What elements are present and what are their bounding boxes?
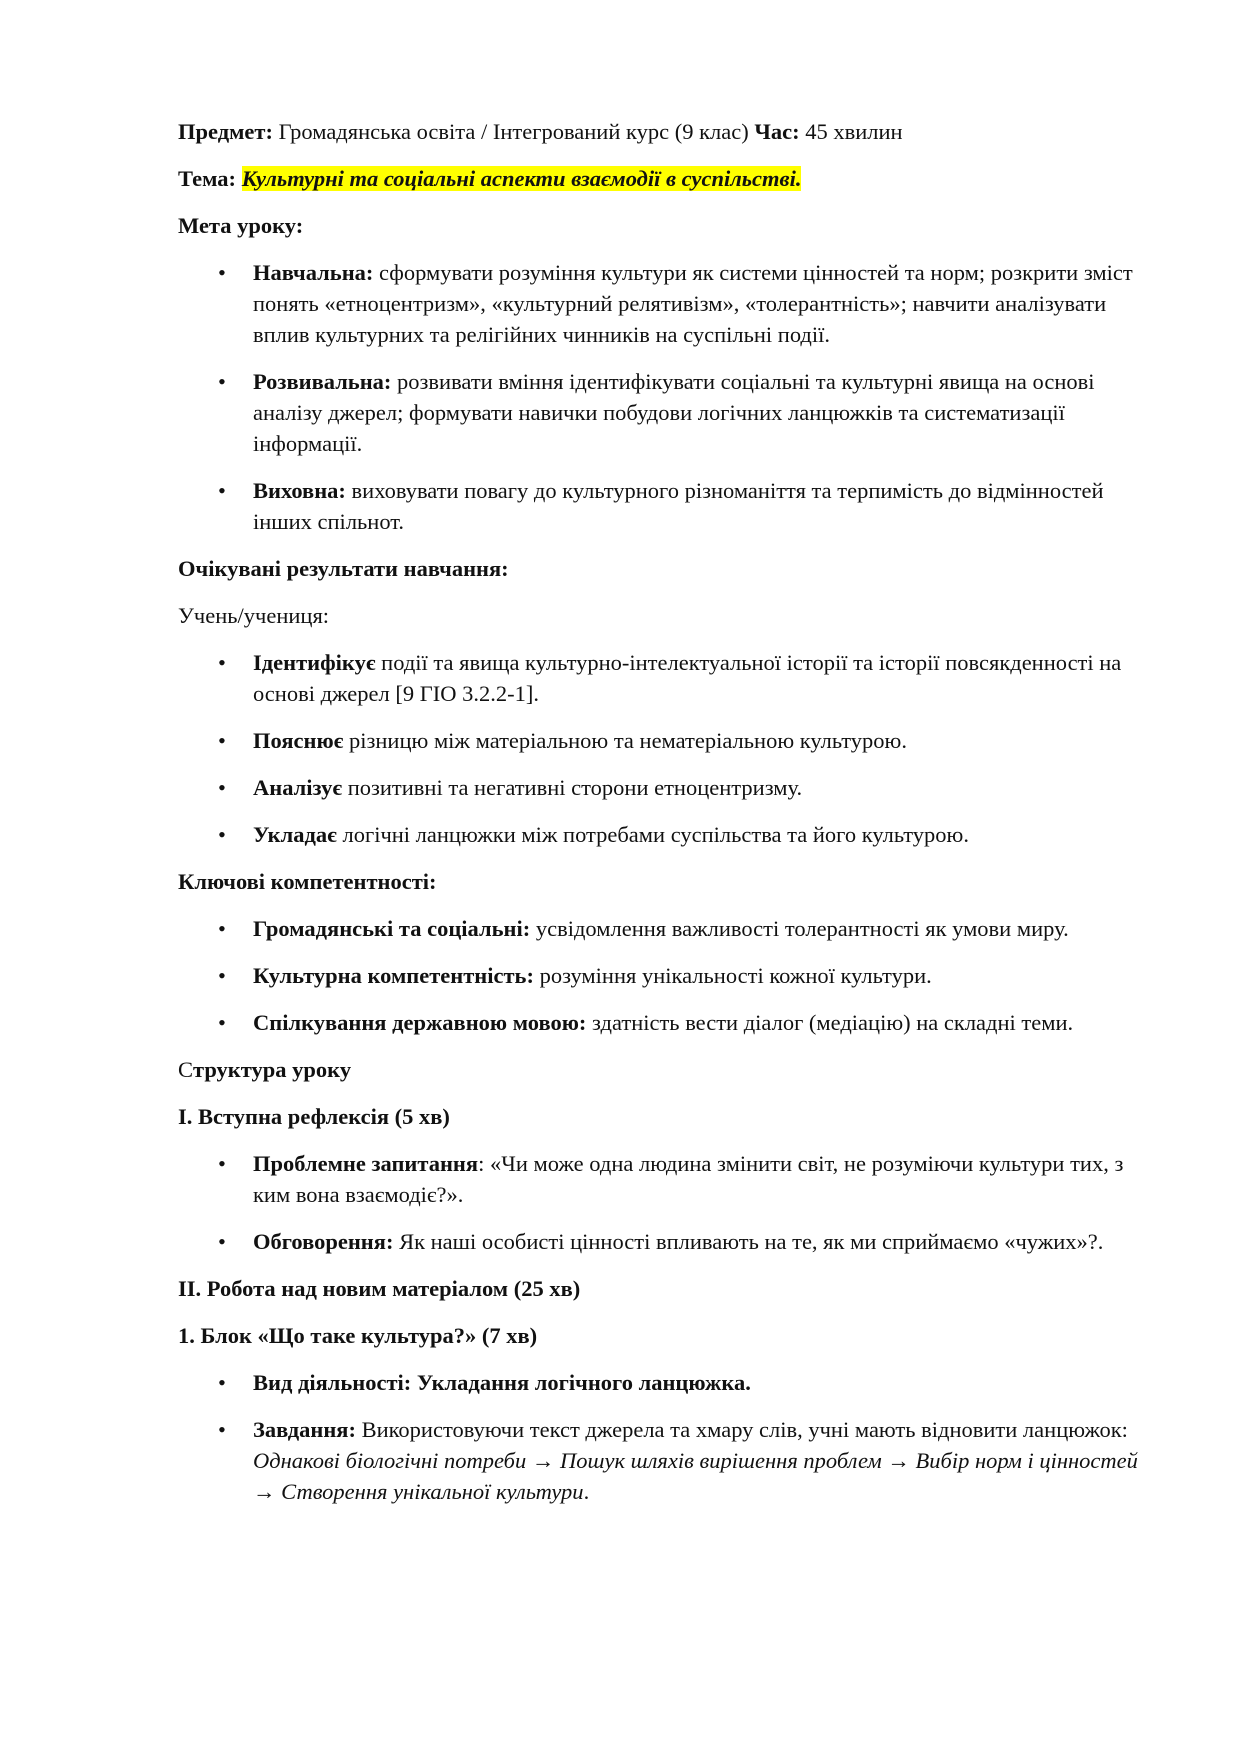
bullet-icon: • (218, 478, 226, 503)
time-label: Час: (754, 119, 800, 144)
topic-label: Тема: (178, 166, 237, 191)
list-item: • Вид діяльності: Укладання логічного ланцюжка. (178, 1367, 1153, 1398)
bullet-icon: • (218, 1417, 226, 1442)
list-item: • Укладає логічні ланцюжки між потребами суспільства та його культурою. (178, 819, 1153, 850)
list-item: • Громадянські та соціальні: усвідомлення важливості толерантності як умови миру. (178, 913, 1153, 944)
bullet-icon: • (218, 1010, 226, 1035)
subject-value: Громадянська освіта / Інтегрований курс (9 клас) (272, 119, 755, 144)
bullet-icon: • (218, 775, 226, 800)
goals-list (178, 257, 1153, 537)
list-item: • Обговорення: Як наші особисті цінності впливають на те, як ми сприймаємо «чужих»?. (178, 1226, 1153, 1257)
structure-heading: Структура уроку (178, 1057, 352, 1082)
bullet-icon: • (218, 963, 226, 988)
bullet-icon: • (218, 1229, 226, 1254)
subject-label: Предмет: (178, 119, 273, 144)
competencies-list (178, 913, 1153, 1038)
list-item: • Розвивальна: розвивати вміння ідентифікувати соціальні та культурні явища на основі аналізу джерел; формувати навички побудови логічних ланцюжків та систематизації інформації. (178, 366, 1153, 459)
bullet-icon: • (218, 1151, 226, 1176)
bullet-icon: • (218, 260, 226, 285)
topic-value: Культурні та соціальні аспекти взаємодії в суспільстві. (241, 166, 802, 191)
list-item: • Проблемне запитання: «Чи може одна людина змінити світ, не розуміючи культури тих, з ким вона взаємодіє?». (178, 1148, 1153, 1210)
bullet-icon: • (218, 1370, 226, 1395)
bullet-icon: • (218, 650, 226, 675)
list-item: • Завдання: Використовуючи текст джерела та хмару слів, учні мають відновити ланцюжок: Однакові біологічні потреби → Пошук шляхів вирішення проблем → Вибір норм і цінностей → Створення унікальної культури. (178, 1414, 1153, 1507)
competencies-heading: Ключові компетентності: (178, 869, 437, 894)
list-item: • Аналізує позитивні та негативні сторони етноцентризму. (178, 772, 1153, 803)
bullet-icon: • (218, 916, 226, 941)
list-item: • Ідентифікує події та явища культурно-інтелектуальної історії та історії повсякденності на основі джерел [9 ГІО 3.2.2-1]. (178, 647, 1153, 709)
outcomes-heading: Очікувані результати навчання: (178, 556, 509, 581)
list-item: • Навчальна: сформувати розуміння культури як системи цінностей та норм; розкрити зміст понять «етноцентризм», «культурний релятивізм», «толерантність»; навчити аналізувати вплив культурних та релігійних чинників на суспільні події. (178, 257, 1153, 350)
list-item: • Виховна: виховувати повагу до культурного різноманіття та терпимість до відмінностей інших спільнот. (178, 475, 1153, 537)
subject-line (178, 116, 1153, 147)
time-value: 45 хвилин (799, 119, 903, 144)
bullet-icon: • (218, 369, 226, 394)
outcomes-intro: Учень/учениця: (178, 603, 330, 628)
section1-list (178, 1148, 1153, 1257)
list-item: • Спілкування державною мовою: здатність вести діалог (медіацію) на складні теми. (178, 1007, 1153, 1038)
outcomes-list (178, 647, 1153, 850)
list-item: • Культурна компетентність: розуміння унікальності кожної культури. (178, 960, 1153, 991)
block1-list (178, 1367, 1153, 1507)
block1-title: 1. Блок «Що таке культура?» (7 хв) (178, 1323, 538, 1348)
list-item: • Пояснює різницю між матеріальною та нематеріальною культурою. (178, 725, 1153, 756)
topic-line (178, 163, 1153, 194)
bullet-icon: • (218, 728, 226, 753)
bullet-icon: • (218, 822, 226, 847)
section1-title: І. Вступна рефлексія (5 хв) (178, 1104, 450, 1129)
section2-title: ІІ. Робота над новим матеріалом (25 хв) (178, 1276, 581, 1301)
lesson-plan-page (178, 116, 1153, 1523)
goals-heading: Мета уроку: (178, 213, 304, 238)
